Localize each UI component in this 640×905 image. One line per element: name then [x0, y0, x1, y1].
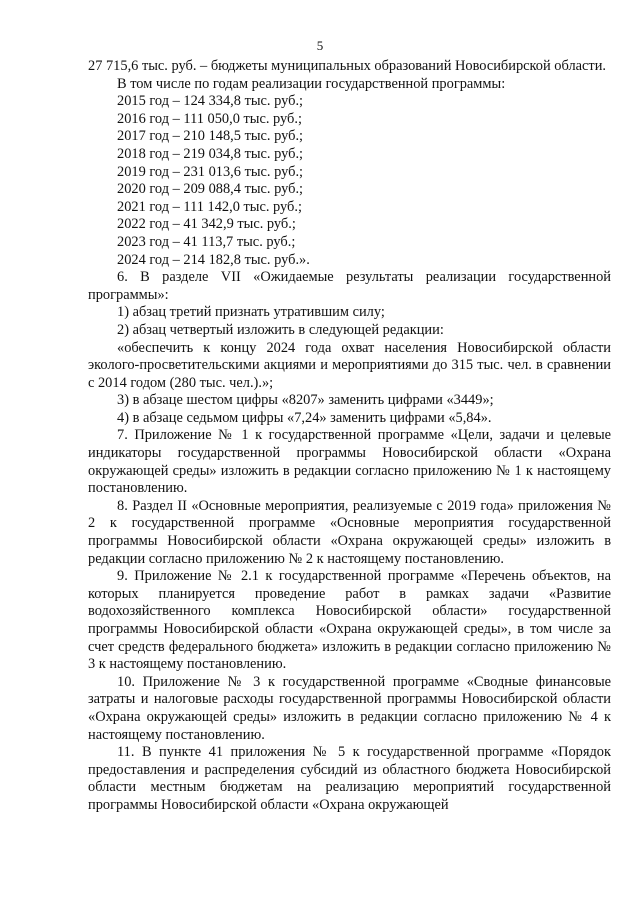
paragraph-quote: «обеспечить к концу 2024 года охват населения Новосибирской области эколого-просветительскими акциями и мероприятиями до 315 тыс. чел. в сравнении с 2014 годом (280 тыс. чел.).»; — [88, 339, 611, 391]
paragraph-item-10: 10. Приложение № 3 к государственной программе «Сводные финансовые затраты и налоговые расходы государственной программы Новосибирской области «Охрана окружающей среды» изложить в редакции согласно приложению № 4 к настоящему постановлению. — [88, 673, 611, 743]
paragraph-item-6: 6. В разделе VII «Ожидаемые результаты реализации государственной программы»: — [88, 269, 611, 303]
paragraph-item-8: 8. Раздел II «Основные мероприятия, реализуемые с 2019 года» приложения № 2 к государственной программе «Основные мероприятия государственной программы Новосибирской области «Охрана окружающей среды» изложить в редакции согласно приложению № 2 к настоящему постановлению. — [88, 497, 611, 567]
document-body — [88, 58, 611, 815]
paragraph-year-2020: 2020 год – 209 088,4 тыс. руб.; — [117, 181, 304, 198]
paragraph-year-2019: 2019 год – 231 013,6 тыс. руб.; — [117, 163, 304, 180]
paragraph-year-2022: 2022 год – 41 342,9 тыс. руб.; — [117, 216, 296, 233]
paragraph-year-2021: 2021 год – 111 142,0 тыс. руб.; — [117, 198, 302, 215]
paragraph-item-11: 11. В пункте 41 приложения № 5 к государственной программе «Порядок предоставления и распределения субсидий из областного бюджета Новосибирской области местным бюджетам на реализацию мероприятий государственной программы Новосибирской области «Охрана окружающей — [88, 744, 611, 813]
paragraph-year-2018: 2018 год – 219 034,8 тыс. руб.; — [117, 145, 304, 162]
paragraph-year-2024: 2024 год – 214 182,8 тыс. руб.». — [117, 251, 310, 268]
page-number: 5 — [316, 38, 324, 53]
paragraph-year-2016: 2016 год – 111 050,0 тыс. руб.; — [117, 110, 302, 127]
paragraph: В том числе по годам реализации государственной программы: — [117, 75, 506, 92]
paragraph-subitem-2: 2) абзац четвертый изложить в следующей редакции: — [117, 321, 444, 338]
paragraph-year-2015: 2015 год – 124 334,8 тыс. руб.; — [117, 93, 304, 110]
paragraph: 27 715,6 тыс. руб. – бюджеты муниципальных образований Новосибирской области. — [88, 58, 606, 74]
paragraph-year-2017: 2017 год – 210 148,5 тыс. руб.; — [117, 128, 304, 145]
paragraph-item-7: 7. Приложение № 1 к государственной программе «Цели, задачи и целевые индикаторы государственной программы Новосибирской области «Охрана окружающей среды» изложить в редакции согласно приложению № 1 к настоящему постановлению. — [88, 427, 611, 497]
paragraph-year-2023: 2023 год – 41 113,7 тыс. руб.; — [117, 233, 296, 250]
paragraph-subitem-3: 3) в абзаце шестом цифры «8207» заменить цифрами «3449»; — [117, 392, 494, 409]
paragraph-subitem-1: 1) абзац третий признать утратившим силу; — [117, 304, 385, 321]
paragraph-item-9: 9. Приложение № 2.1 к государственной программе «Перечень объектов, на которых планируется проведение работ в рамках задачи «Развитие водохозяйственного комплекса Новосибирской области» государственной программы Новосибирской области «Охрана окружающей среды», в том числе за счет средств федерального бюджета» изложить в редакции согласно приложению № 3 к настоящему постановлению. — [88, 568, 611, 673]
paragraph-subitem-4: 4) в абзаце седьмом цифры «7,24» заменить цифрами «5,84». — [117, 409, 492, 426]
